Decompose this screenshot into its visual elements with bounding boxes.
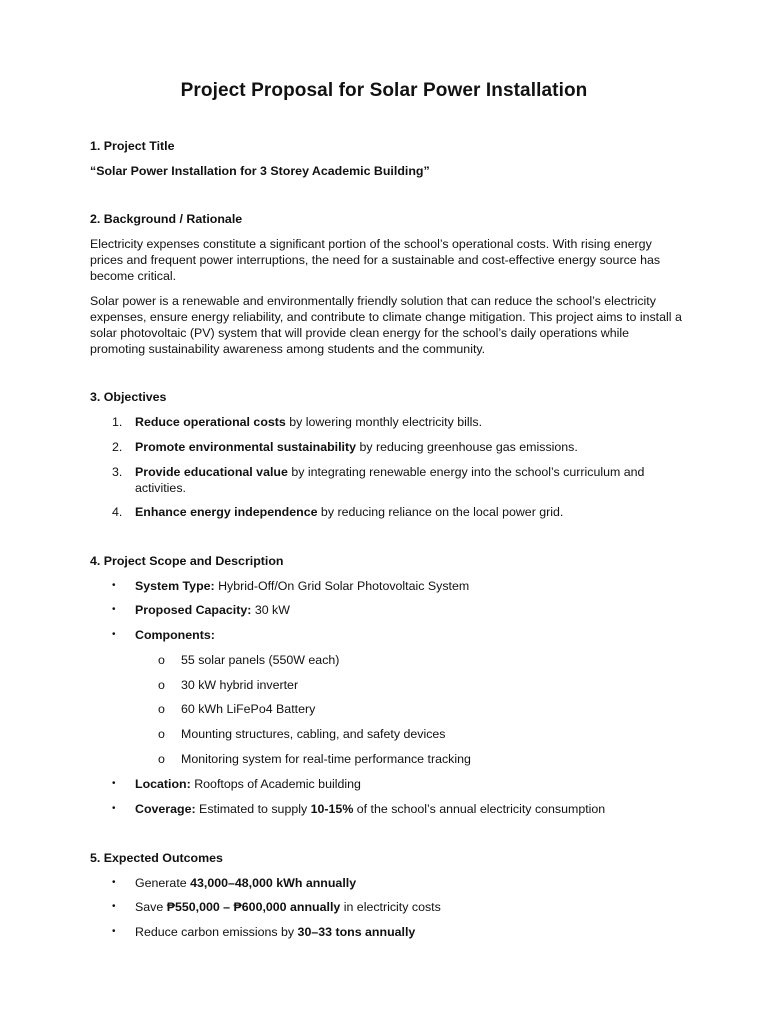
component-item: Monitoring system for real-time performance tracking <box>181 752 471 766</box>
scope-value: Rooftops of Academic building <box>190 777 361 791</box>
scope-label: Coverage: <box>135 802 196 816</box>
objective-number: 3. <box>112 465 123 479</box>
section-3-heading: 3. Objectives <box>90 390 167 404</box>
objective-text: by lowering monthly electricity bills. <box>285 415 483 429</box>
objective-number: 4. <box>112 505 123 519</box>
objective-bold: Enhance energy independence <box>135 505 318 519</box>
objective-item <box>135 414 675 430</box>
objective-item <box>135 439 675 455</box>
outcome-bold: 30–33 tons annually <box>297 925 416 939</box>
scope-value-bold: 10-15% <box>310 802 354 816</box>
scope-label: System Type: <box>135 579 215 593</box>
scope-value: Estimated to supply <box>195 802 311 816</box>
bullet-glyph: • <box>112 901 116 912</box>
outcome-text: Generate <box>135 876 191 890</box>
bullet-glyph: • <box>112 778 116 789</box>
objective-number: 1. <box>112 415 123 429</box>
document-title: Project Proposal for Solar Power Installation <box>180 80 588 101</box>
scope-value: 30 kW <box>251 603 290 617</box>
scope-label: Location: <box>135 777 191 791</box>
sub-bullet-glyph: o <box>158 678 165 692</box>
objective-item <box>135 504 675 520</box>
project-title-value: “Solar Power Installation for 3 Storey Academic Building” <box>90 164 430 178</box>
objective-bold: Promote environmental sustainability <box>135 440 357 454</box>
sub-bullet-glyph: o <box>158 702 165 716</box>
scope-item-coverage <box>135 801 695 817</box>
background-paragraph-1: Electricity expenses constitute a significant portion of the school’s operational costs. With rising energy prices and frequent power interruptions, the need for a sustainable and cost-effective energy source has become critical. <box>90 237 661 283</box>
bullet-glyph: • <box>112 877 116 888</box>
background-paragraph-2: Solar power is a renewable and environmentally friendly solution that can reduce the school’s electricity expenses, ensure energy reliability, and contribute to climate change mitigation. This project aims to install a solar photovoltaic (PV) system that will provide clean energy for the school’s daily operations while promoting sustainability awareness among students and the community. <box>90 294 682 356</box>
scope-item-components: Components: <box>135 628 215 642</box>
sub-bullet-glyph: o <box>158 752 165 766</box>
outcome-text: in electricity costs <box>340 900 441 914</box>
objective-text: by integrating renewable energy into the school’s curriculum and activities. <box>135 465 645 495</box>
scope-value: Hybrid-Off/On Grid Solar Photovoltaic System <box>214 579 470 593</box>
section-5-heading: 5. Expected Outcomes <box>90 851 223 865</box>
scope-item-system-type <box>135 578 695 594</box>
scope-item-capacity <box>135 602 695 618</box>
bullet-glyph: • <box>112 926 116 937</box>
outcome-bold: 43,000–48,000 kWh annually <box>190 876 357 890</box>
outcome-text: Save <box>135 900 167 914</box>
objective-text: by reducing greenhouse gas emissions. <box>356 440 578 454</box>
outcome-item <box>135 899 695 915</box>
objective-bold: Provide educational value <box>135 465 288 479</box>
outcome-item <box>135 924 695 940</box>
bullet-glyph: • <box>112 580 116 591</box>
objective-bold: Reduce operational costs <box>135 415 286 429</box>
sub-bullet-glyph: o <box>158 653 165 667</box>
outcome-bold: ₱550,000 – ₱600,000 annually <box>166 900 341 914</box>
section-2-heading: 2. Background / Rationale <box>90 212 243 226</box>
scope-value: of the school’s annual electricity consumption <box>353 802 606 816</box>
component-item: 30 kW hybrid inverter <box>181 678 299 692</box>
outcome-item <box>135 875 695 891</box>
bullet-glyph: • <box>112 629 116 640</box>
scope-label: Proposed Capacity: <box>135 603 252 617</box>
outcome-text: Reduce carbon emissions by <box>135 925 298 939</box>
objective-number: 2. <box>112 440 123 454</box>
objective-item <box>135 464 675 496</box>
component-item: Mounting structures, cabling, and safety devices <box>181 727 446 741</box>
sub-bullet-glyph: o <box>158 727 165 741</box>
bullet-glyph: • <box>112 803 116 814</box>
objective-text: by reducing reliance on the local power grid. <box>317 505 564 519</box>
scope-item-location <box>135 776 695 792</box>
section-4-heading: 4. Project Scope and Description <box>90 554 284 568</box>
bullet-glyph: • <box>112 604 116 615</box>
component-item: 60 kWh LiFePo4 Battery <box>181 702 316 716</box>
section-1-heading: 1. Project Title <box>90 139 175 153</box>
component-item: 55 solar panels (550W each) <box>181 653 340 667</box>
